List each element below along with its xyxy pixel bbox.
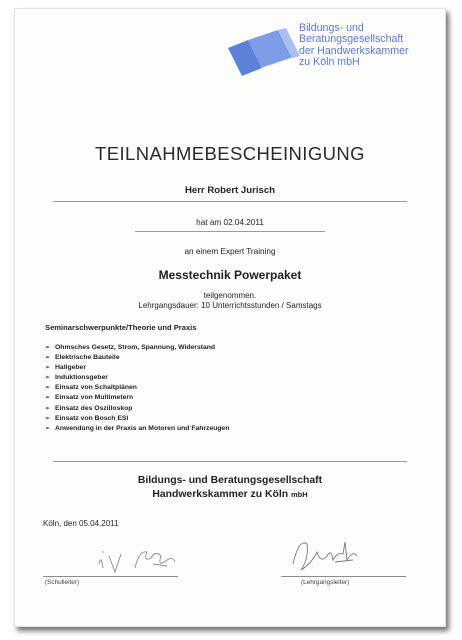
arrow-bullet-icon: ➢: [45, 425, 51, 432]
divider: [53, 461, 407, 462]
arrow-bullet-icon: ➢: [45, 415, 51, 422]
topic-item: [45, 383, 229, 393]
organization-line: zu Köln mbH: [299, 56, 360, 69]
signature-right: [287, 534, 367, 578]
topic-item: [45, 353, 229, 363]
training-type: an einem Expert Training: [184, 247, 276, 256]
certificate-title: TEILNAHMEBESCHEINIGUNG: [95, 143, 365, 164]
topic-label: Ohmsches Gesetz, Strom, Spannung, Widerstand: [55, 344, 216, 351]
topic-label: Elektrische Bauteile: [55, 354, 120, 362]
arrow-bullet-icon: ➢: [45, 405, 51, 412]
topic-label: Einsatz von Schaltplänen: [55, 384, 137, 392]
course-title: Messtechnik Powerpaket: [158, 268, 302, 282]
organization-line: der Handwerkskammer: [299, 44, 409, 57]
arrow-bullet-icon: ➢: [45, 375, 51, 382]
topic-label: Hallgeber: [55, 364, 86, 372]
organization-name: [299, 23, 409, 69]
arrow-bullet-icon: ➢: [45, 365, 51, 372]
arrow-bullet-icon: ➢: [45, 385, 51, 392]
arrow-bullet-icon: ➢: [45, 395, 51, 402]
topic-label: Anwendung in der Praxis an Motoren und Fahrzeugen: [55, 424, 230, 432]
topic-item: [45, 404, 229, 414]
footer-organization: Bildungs- und Beratungsgesellschaft: [137, 475, 323, 486]
signature-line: [281, 576, 406, 577]
organization-logo: [226, 28, 302, 78]
divider: [135, 231, 325, 232]
topic-item: [45, 373, 229, 383]
arrow-bullet-icon: ➢: [45, 345, 51, 351]
participant-name: Herr Robert Jurisch: [184, 185, 276, 196]
signature-label: (Schulleiter): [45, 579, 80, 586]
topic-item: [45, 393, 229, 403]
topic-item: [45, 363, 229, 373]
footer-legal-suffix: mbH: [290, 490, 308, 499]
topic-label: Einsatz von Multimetern: [55, 394, 134, 402]
organization-line: Beratungsgesellschaft: [299, 33, 404, 46]
topic-label: Induktionsgeber: [55, 374, 108, 382]
signature-label: (Lehrgangsleiter): [301, 579, 350, 586]
attendance-date: hat am 02.04.2011: [196, 218, 264, 227]
arrow-bullet-icon: ➢: [45, 355, 51, 362]
topic-item: [45, 424, 229, 434]
topic-item: [45, 343, 229, 353]
signature-left: [95, 544, 185, 578]
organization-line: Bildungs- und: [299, 22, 364, 34]
divider: [53, 201, 407, 202]
place-and-date: Köln, den 05.04.2011: [43, 519, 119, 528]
completion-text: teilgenommen.: [203, 291, 257, 300]
topic-item: [45, 414, 229, 424]
topic-list: [45, 343, 229, 434]
focus-heading: Seminarschwerpunkte/Theorie und Praxis: [45, 323, 197, 332]
signature-line: [43, 576, 178, 577]
topic-label: Einsatz von Bosch ESI: [55, 414, 129, 422]
footer-organization-line2: [15, 489, 445, 500]
certificate-sheet: [14, 8, 446, 627]
footer-chamber: Handwerkskammer zu Köln: [152, 489, 289, 500]
topic-label: Einsatz des Oszilloskop: [55, 404, 133, 412]
course-duration: Lehrgangsdauer: 10 Unterrichtsstunden / Samstags: [138, 301, 322, 310]
